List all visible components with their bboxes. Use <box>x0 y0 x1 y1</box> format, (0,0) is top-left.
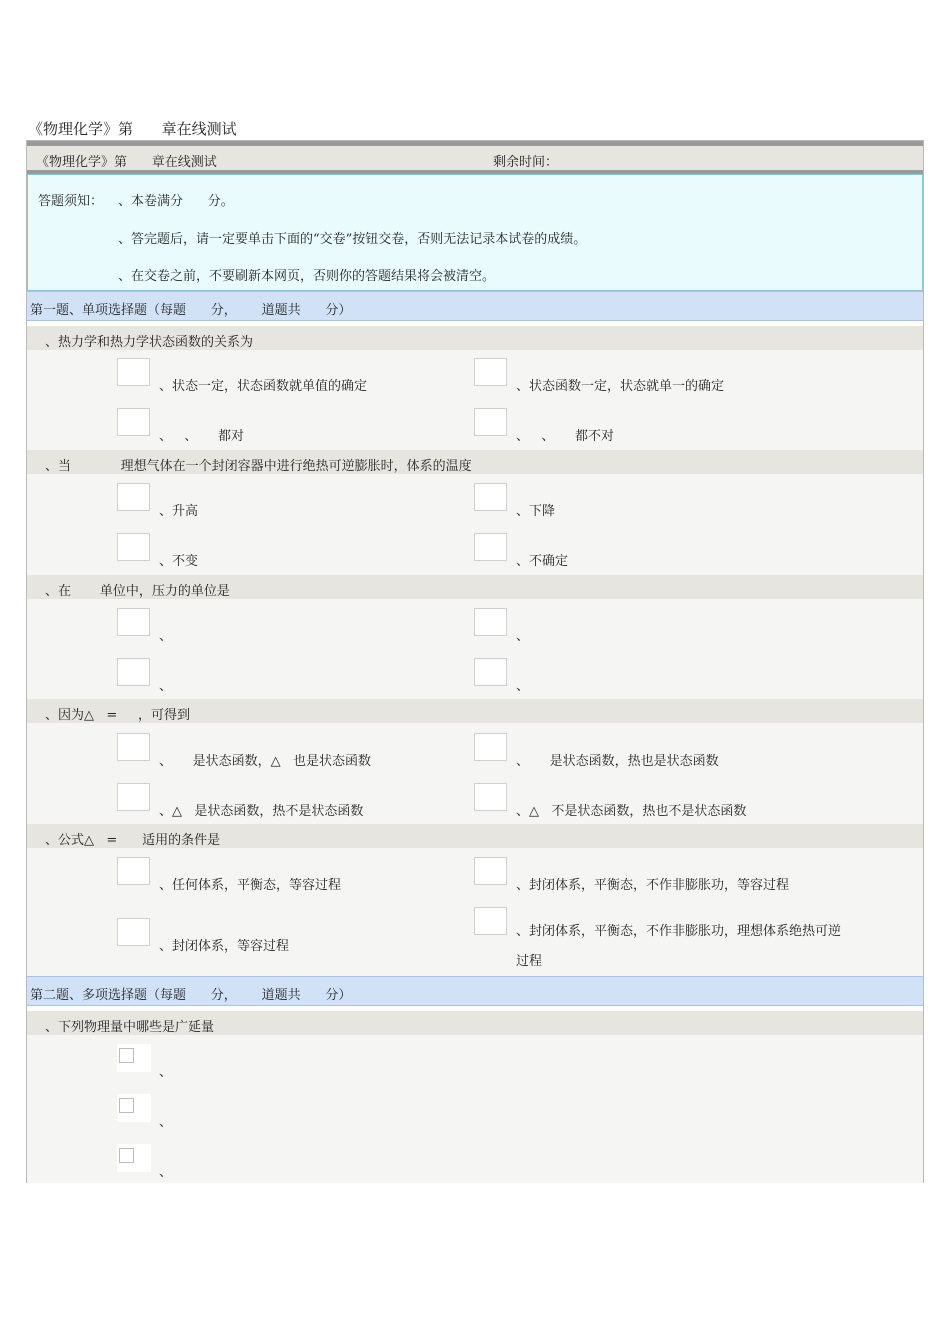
option-label: 、升高 <box>159 504 199 519</box>
radio-box[interactable] <box>474 857 507 885</box>
notice-line: 、本卷满分 分。 <box>118 194 234 209</box>
radio-box[interactable] <box>474 783 507 811</box>
question-4-stem <box>27 699 923 723</box>
option-label: 、不变 <box>159 554 199 569</box>
option-label: 、 <box>516 629 530 644</box>
option-label: 、 <box>159 1165 173 1180</box>
question-text: 、在 单位中，压力的单位是 <box>45 584 230 599</box>
radio-box[interactable] <box>117 608 150 636</box>
question-5-options <box>27 848 923 976</box>
option-label: 、封闭体系，平衡态，不作非膨胀功，等容过程 <box>516 878 790 893</box>
checkbox[interactable] <box>119 1048 134 1063</box>
option-label: 、 <box>159 629 173 644</box>
option-label: 、下降 <box>516 504 556 519</box>
option-label: 、△ 是状态函数，热不是状态函数 <box>159 804 364 819</box>
option-label: 、封闭体系，等容过程 <box>159 939 290 954</box>
section-title: 第二题、多项选择题（每题 分， 道题共 分） <box>30 988 352 1003</box>
radio-box[interactable] <box>474 733 507 761</box>
option-label: 、不确定 <box>516 554 569 569</box>
option-label: 、状态一定，状态函数就单值的确定 <box>159 379 368 394</box>
radio-box[interactable] <box>117 483 150 511</box>
question-text: 、公式△ = 适用的条件是 <box>45 833 221 848</box>
notice-panel <box>27 174 923 291</box>
radio-box[interactable] <box>474 358 507 386</box>
option-label: 、状态函数一定，状态就单一的确定 <box>516 379 725 394</box>
question-2-options <box>27 474 923 575</box>
checkbox[interactable] <box>119 1148 134 1163</box>
multi-question-1-stem <box>27 1011 923 1035</box>
question-1-options <box>27 350 923 450</box>
question-3-stem <box>27 575 923 599</box>
exam-name: 《物理化学》第 章在线测试 <box>36 155 217 170</box>
question-text: 、因为△ = ，可得到 <box>45 708 190 723</box>
exam-frame <box>26 140 924 1183</box>
section-multiple-choice <box>27 976 923 1006</box>
question-text: 、下列物理量中哪些是广延量 <box>45 1020 215 1035</box>
question-2-stem <box>27 450 923 474</box>
radio-box[interactable] <box>117 358 150 386</box>
option-label: 、 <box>159 1115 173 1130</box>
radio-box[interactable] <box>117 857 150 885</box>
question-5-stem <box>27 824 923 848</box>
radio-box[interactable] <box>117 918 150 946</box>
notice-label: 答题须知： <box>38 194 104 209</box>
checkbox-cell[interactable] <box>117 1044 151 1072</box>
checkbox[interactable] <box>119 1098 134 1113</box>
section-single-choice <box>27 291 923 321</box>
question-3-options <box>27 599 923 699</box>
checkbox-cell[interactable] <box>117 1144 151 1172</box>
question-4-options <box>27 723 923 824</box>
option-label: 、 <box>159 679 173 694</box>
question-text: 、热力学和热力学状态函数的关系为 <box>45 335 254 350</box>
exam-header <box>27 146 923 170</box>
option-label: 、 <box>159 1065 173 1080</box>
option-label: 、△ 不是状态函数，热也不是状态函数 <box>516 804 747 819</box>
radio-box[interactable] <box>117 733 150 761</box>
question-1-stem <box>27 326 923 350</box>
notice-line: 、答完题后，请一定要单击下面的“交卷”按钮交卷，否则无法记录本试卷的成绩。 <box>118 232 587 247</box>
option-label: 、 <box>516 679 530 694</box>
page-title: 《物理化学》第 章在线测试 <box>28 120 237 138</box>
checkbox-cell[interactable] <box>117 1094 151 1122</box>
option-label: 、 、 都对 <box>159 429 245 444</box>
option-label: 、 是状态函数，△ 也是状态函数 <box>159 754 372 769</box>
radio-box[interactable] <box>474 408 507 436</box>
question-text: 、当 理想气体在一个封闭容器中进行绝热可逆膨胀时，体系的温度 <box>45 459 472 474</box>
radio-box[interactable] <box>474 658 507 686</box>
radio-box[interactable] <box>117 408 150 436</box>
option-label: 、任何体系，平衡态，等容过程 <box>159 878 342 893</box>
multi-question-1-options <box>27 1035 923 1183</box>
option-label: 、 是状态函数，热也是状态函数 <box>516 754 719 769</box>
radio-box[interactable] <box>117 783 150 811</box>
radio-box[interactable] <box>474 608 507 636</box>
notice-line: 、在交卷之前，不要刷新本网页，否则你的答题结果将会被清空。 <box>118 269 496 284</box>
option-label: 、 、 都不对 <box>516 429 615 444</box>
remaining-time-label: 剩余时间： <box>493 155 559 170</box>
radio-box[interactable] <box>474 907 507 935</box>
radio-box[interactable] <box>117 533 150 561</box>
section-title: 第一题、单项选择题（每题 分， 道题共 分） <box>30 303 352 318</box>
option-label: 、封闭体系，平衡态，不作非膨胀功，理想体系绝热可逆过程 <box>516 924 842 969</box>
radio-box[interactable] <box>474 483 507 511</box>
radio-box[interactable] <box>474 533 507 561</box>
radio-box[interactable] <box>117 658 150 686</box>
